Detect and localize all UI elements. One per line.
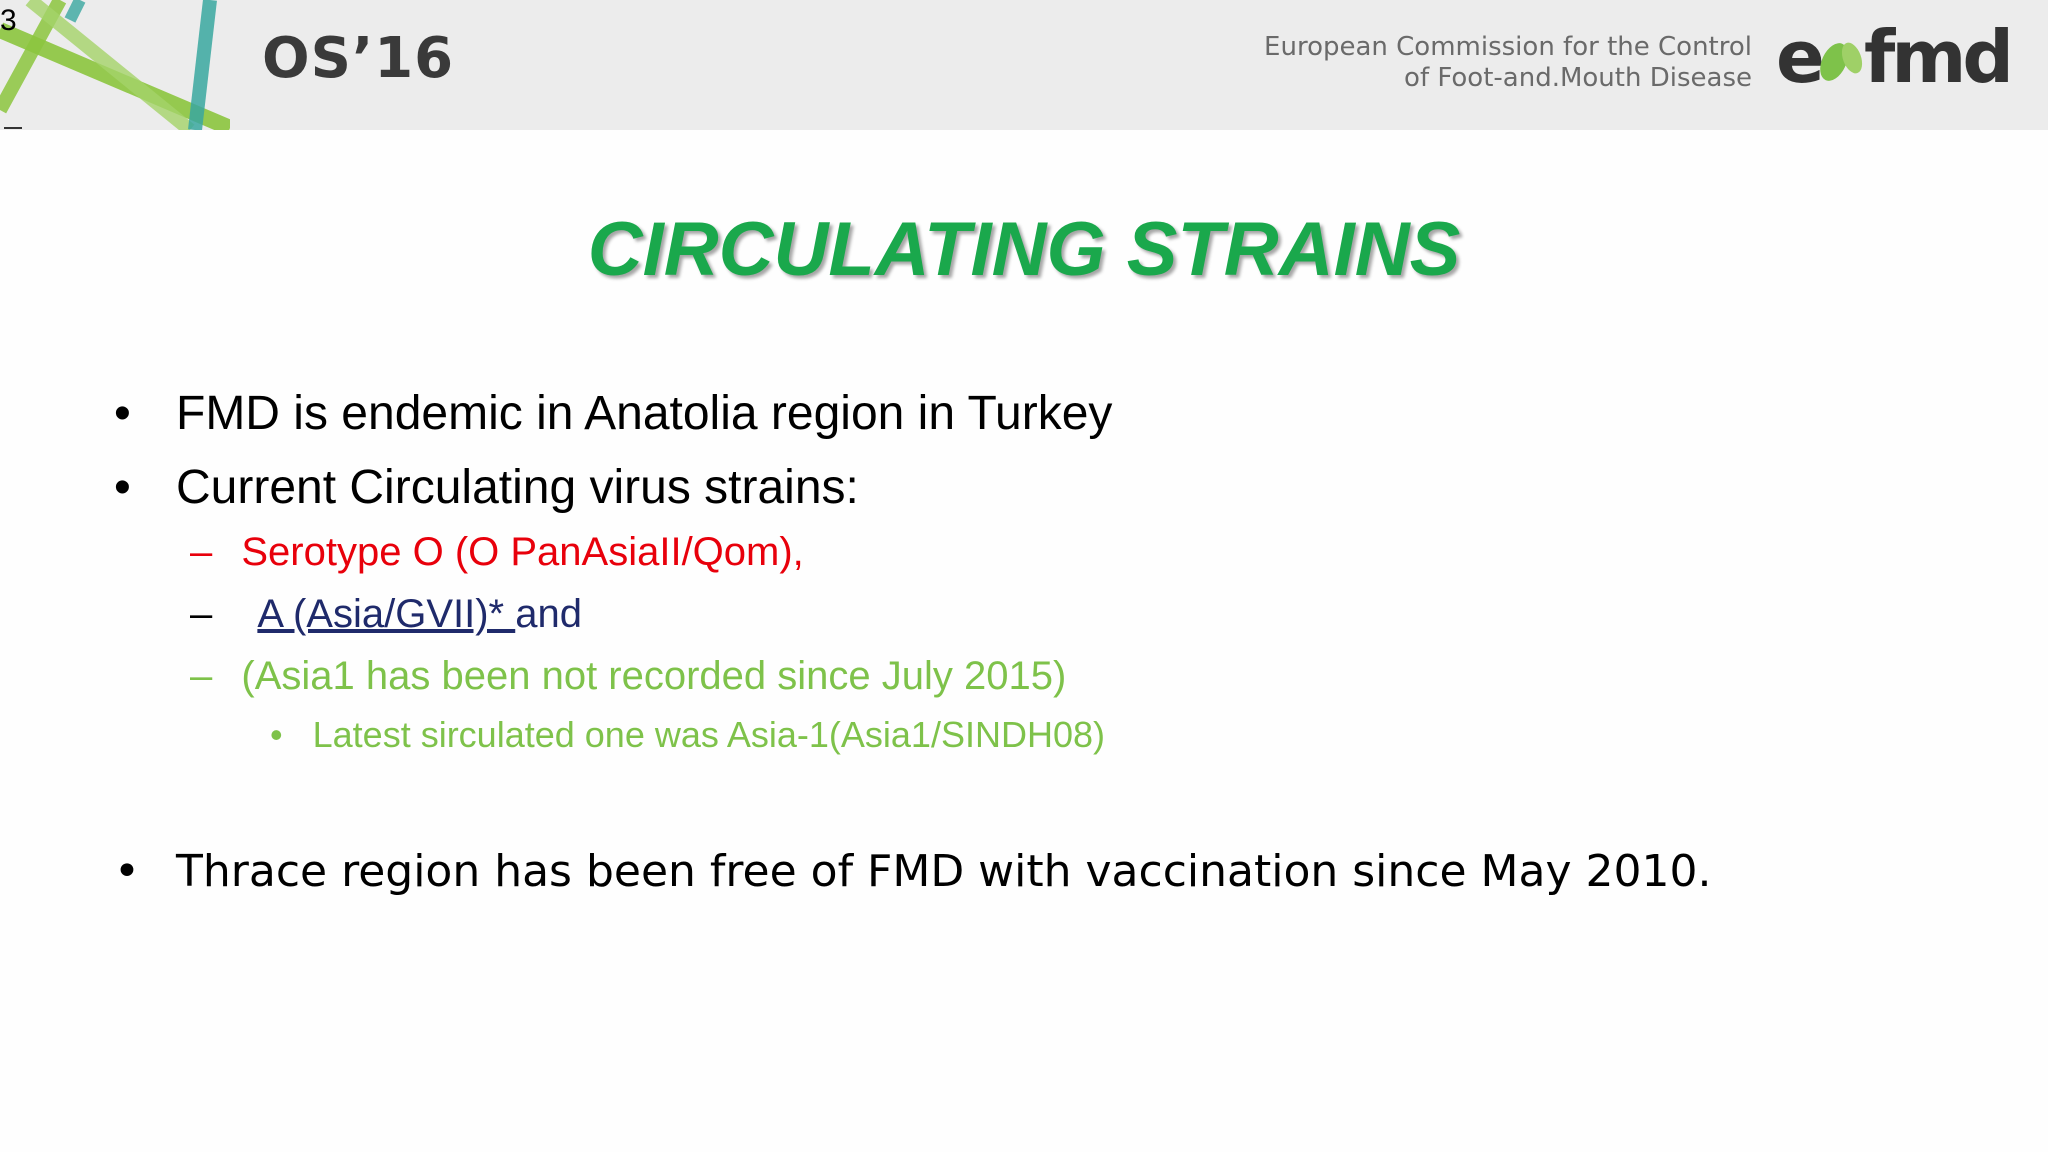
org-name-line-1: European Commission for the Control [1264,32,1752,62]
bullet-mark: • [114,846,140,897]
bullet-text: Thrace region has been free of FMD with vaccination since May 2010. [176,846,1712,897]
sub-item-serotype-a [190,592,582,637]
bullet-text: FMD is endemic in Anatolia region in Turkey [176,387,1113,440]
svg-text:fmd: fmd [1864,20,2010,94]
organization-name [1264,32,1752,94]
strain-link[interactable]: A (Asia/GVII)* [257,592,516,636]
slide-title: CIRCULATING STRAINS [587,207,1461,292]
dash-mark: – [190,530,213,574]
leaf-icon [1815,39,1866,85]
bullet-mark: • [114,461,131,514]
sub-sub-item-latest [270,714,1105,756]
logo-text: e [1776,20,1821,94]
header-banner [0,0,2048,130]
sub-item-serotype-o [190,530,804,575]
dash-mark: – [190,654,213,698]
eufmd-logo [1772,20,2012,94]
bullet-mark: • [114,387,131,440]
event-title: OS’16 [262,26,455,91]
sub-sub-item-text: Latest sirculated one was Asia-1(Asia1/SINDH08) [312,714,1105,755]
sub-item-text: and [515,592,582,636]
bullet-mark: • [270,714,283,755]
sub-item-asia1 [190,654,1066,699]
sub-item-text: Serotype O (O PanAsiaII/Qom), [241,530,804,574]
bullet-text: Current Circulating virus strains: [176,461,859,514]
slide-number: 3 [0,4,17,37]
corner-mark [4,127,22,129]
dash-mark: – [190,592,213,636]
org-name-line-2: of Foot-and.Mouth Disease [1404,63,1752,93]
decorative-lines-graphic [0,0,230,130]
sub-item-text: (Asia1 has been not recorded since July 2015) [241,654,1067,698]
